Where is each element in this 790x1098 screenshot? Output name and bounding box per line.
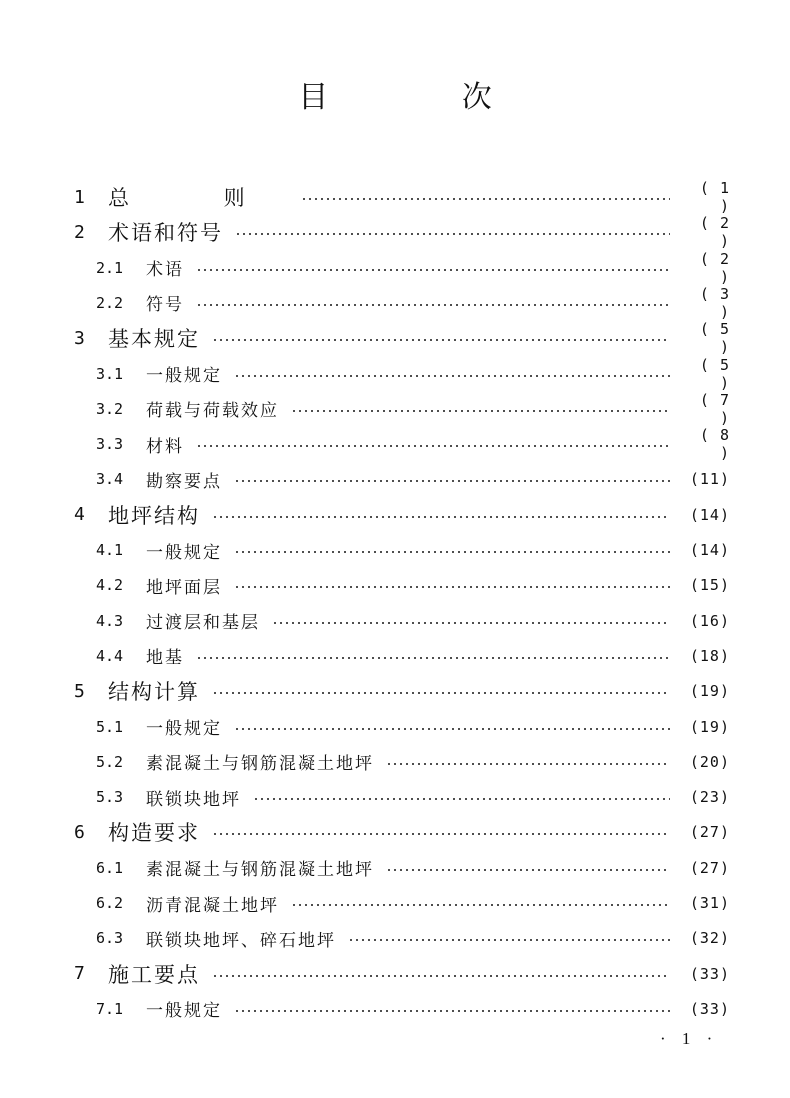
toc-entry[interactable] — [96, 392, 730, 426]
toc-entry[interactable] — [74, 215, 730, 249]
toc-entry-label: 一般规定 — [146, 719, 222, 739]
toc-entry[interactable] — [74, 957, 730, 991]
toc-entry-number: 6 — [74, 821, 85, 843]
dot-leader — [196, 304, 670, 306]
toc-entry-page: ( 7 ) — [699, 390, 730, 427]
toc-entry-label: 结构计算 — [108, 680, 200, 705]
toc-entry-label: 地坪结构 — [108, 503, 200, 528]
toc-entry-number: 6.3 — [96, 929, 124, 948]
toc-entry-label: 联锁块地坪 — [146, 789, 241, 810]
toc-entry[interactable] — [96, 639, 730, 673]
dot-leader — [253, 798, 670, 800]
toc-entry[interactable] — [74, 321, 730, 355]
toc-entry-label: 一般规定 — [146, 542, 222, 563]
dot-leader — [272, 622, 670, 624]
toc-entry-page: ( 8 ) — [699, 426, 730, 463]
toc-entry-number: 5.2 — [96, 752, 124, 771]
toc-entry-number: 2.1 — [96, 258, 124, 277]
toc-entry[interactable] — [96, 533, 730, 567]
dot-leader — [386, 763, 670, 765]
dot-leader — [386, 869, 670, 871]
toc-entry-number: 1 — [74, 186, 85, 208]
toc-entry-page: ( 2 ) — [699, 249, 730, 286]
toc-entry-page: ( 5 ) — [699, 320, 730, 357]
toc-entry-number: 5.3 — [96, 788, 124, 807]
toc-entry-page: (19) — [689, 682, 730, 701]
toc-entry-page: ( 2 ) — [699, 214, 730, 251]
toc-entry-label: 素混凝土与钢筋混凝土地坪 — [146, 754, 374, 775]
toc-entry-page: (14) — [689, 505, 730, 524]
toc-entry[interactable] — [96, 568, 730, 602]
toc-entry-page: (18) — [689, 646, 730, 665]
dot-leader — [212, 975, 670, 977]
toc-entry-page: (33) — [689, 964, 730, 983]
toc-entry-number: 4.2 — [96, 576, 124, 595]
dot-leader — [212, 692, 670, 694]
toc-entry-label: 术语 — [146, 260, 184, 281]
toc-entry-label: 基本规定 — [108, 327, 200, 352]
dot-leader — [196, 657, 670, 659]
toc-entry-page: (31) — [689, 894, 730, 912]
toc-entry[interactable] — [74, 674, 730, 708]
toc-entry-label: 总 则 — [108, 186, 289, 210]
dot-leader — [348, 939, 670, 941]
toc-entry-label: 沥青混凝土地坪 — [146, 895, 279, 916]
toc-entry[interactable] — [96, 851, 730, 885]
toc-entry-number: 3.2 — [96, 399, 124, 418]
dot-leader — [234, 375, 670, 377]
toc-entry-number: 2.2 — [96, 293, 124, 312]
toc-entry-page: (20) — [689, 752, 730, 771]
toc-entry-label: 荷载与荷载效应 — [146, 401, 279, 422]
toc-entry-number: 3 — [74, 327, 85, 349]
toc-entry-number: 3.4 — [96, 470, 124, 489]
toc-entry-label: 联锁块地坪、碎石地坪 — [146, 930, 336, 951]
toc-entry-label: 符号 — [146, 295, 184, 316]
toc-entry[interactable] — [96, 462, 730, 496]
toc-entry-page: (23) — [689, 788, 730, 807]
dot-leader — [234, 480, 670, 482]
dot-leader — [212, 516, 670, 518]
toc-entry[interactable] — [96, 604, 730, 638]
toc-entry[interactable] — [96, 780, 730, 814]
toc-entry-label: 勘察要点 — [146, 471, 222, 492]
toc-entry-number: 4 — [74, 504, 85, 526]
toc-entry-page: (32) — [689, 929, 730, 948]
toc-entry-page: (19) — [689, 717, 730, 736]
toc-entry-number: 4.4 — [96, 646, 124, 665]
toc-entry[interactable] — [96, 745, 730, 779]
toc-entry-page: ( 3 ) — [699, 284, 730, 321]
toc-entry-number: 7 — [74, 963, 85, 985]
toc-entry-page: (15) — [689, 576, 730, 595]
dot-leader — [291, 904, 670, 906]
toc-entry[interactable] — [96, 886, 730, 920]
toc-entry[interactable] — [74, 815, 730, 849]
toc-entry-number: 6.1 — [96, 858, 124, 877]
toc-entry-label: 一般规定 — [146, 366, 222, 386]
toc-entry-page: (27) — [689, 858, 730, 877]
toc-entry-label: 素混凝土与钢筋混凝土地坪 — [146, 860, 374, 881]
dot-leader — [234, 551, 670, 553]
toc-entry[interactable] — [96, 427, 730, 461]
dot-leader — [196, 445, 670, 447]
toc-entry-number: 3.1 — [96, 364, 124, 383]
toc-entry-page: ( 5 ) — [699, 355, 730, 392]
toc-entry-page: (16) — [689, 611, 730, 630]
toc-entry[interactable] — [74, 180, 730, 214]
toc-entry-page: (33) — [689, 999, 730, 1018]
dot-leader — [212, 833, 670, 835]
toc-entry-label: 施工要点 — [108, 962, 200, 987]
dot-leader — [234, 728, 670, 730]
dot-leader — [291, 410, 670, 412]
dot-leader — [301, 198, 670, 200]
dot-leader — [212, 339, 670, 341]
toc-entry-number: 6.2 — [96, 894, 124, 912]
page-number: · 1 · — [660, 1029, 719, 1048]
toc-entry-page: (27) — [689, 823, 730, 842]
dot-leader — [234, 586, 670, 588]
toc-entry-page: ( 1 ) — [699, 179, 730, 215]
toc-entry-number: 2 — [74, 221, 85, 243]
toc-entry-label: 构造要求 — [108, 821, 200, 846]
toc-entry[interactable] — [74, 498, 730, 532]
toc-entry-label: 地坪面层 — [146, 577, 222, 598]
toc-entry-number: 7.1 — [96, 999, 124, 1018]
toc-entry-page: (11) — [689, 470, 730, 489]
toc-entry-label: 一般规定 — [146, 1001, 222, 1022]
toc-entry-label: 材料 — [146, 436, 184, 457]
dot-leader — [196, 269, 670, 271]
toc-entry[interactable] — [96, 921, 730, 955]
toc-entry-page: (14) — [689, 541, 730, 559]
toc-entry-label: 过渡层和基层 — [146, 613, 260, 634]
toc-entry-number: 4.3 — [96, 611, 124, 630]
page-title: 目 次 — [298, 80, 554, 115]
toc-entry-number: 3.3 — [96, 435, 124, 454]
toc-entry[interactable] — [96, 357, 730, 391]
toc-entry-label: 术语和符号 — [108, 221, 223, 246]
toc-entry[interactable] — [96, 251, 730, 285]
toc-entry[interactable] — [96, 992, 730, 1026]
dot-leader — [234, 1010, 670, 1012]
toc-entry-number: 5 — [74, 680, 85, 702]
toc-entry[interactable] — [96, 286, 730, 320]
dot-leader — [235, 233, 670, 235]
toc-entry-number: 5.1 — [96, 717, 124, 736]
toc-entry-number: 4.1 — [96, 541, 124, 559]
toc-entry-label: 地基 — [146, 648, 184, 669]
toc-entry[interactable] — [96, 710, 730, 744]
